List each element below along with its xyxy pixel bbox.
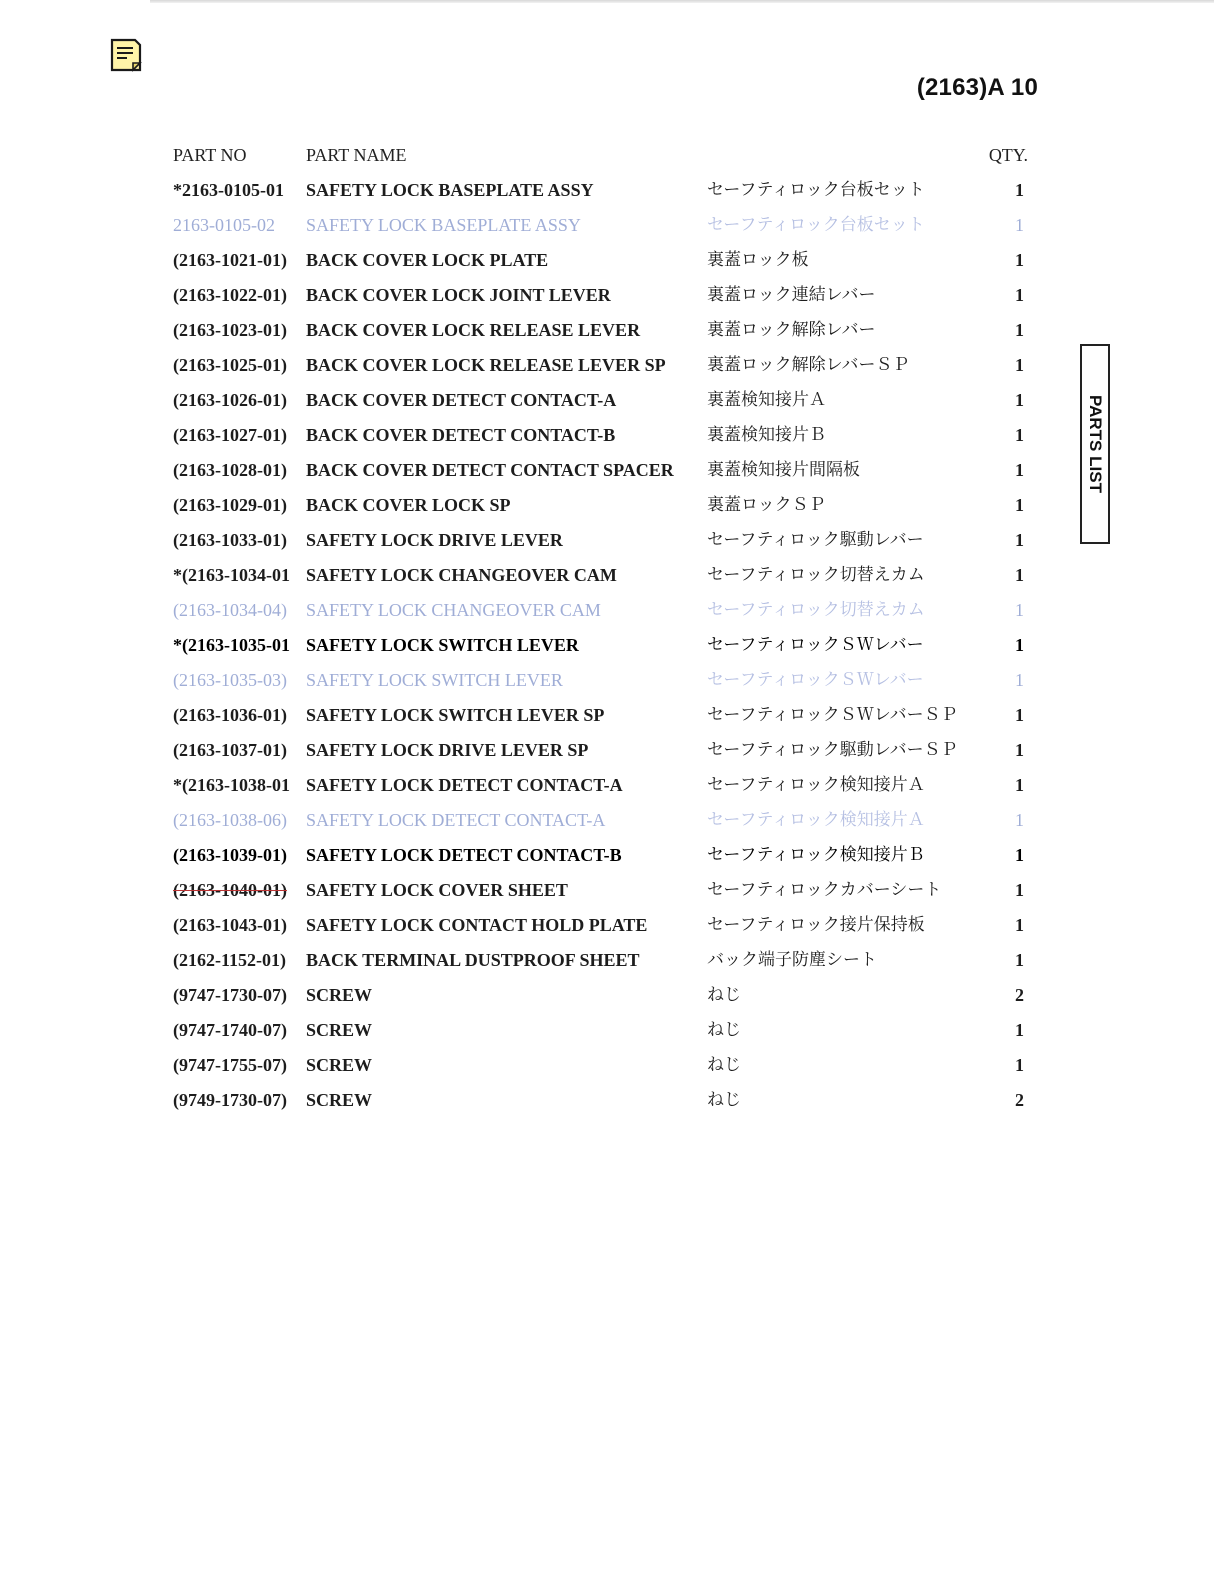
table-row: [0, 525, 1214, 555]
part-qty: 1: [1015, 810, 1024, 830]
part-name-jp: 裏蓋検知接片Ａ: [707, 390, 826, 410]
part-number: (2163-1028-01): [173, 460, 287, 480]
part-qty: 1: [1015, 390, 1024, 410]
part-number: (9747-1730-07): [173, 985, 287, 1005]
part-qty: 1: [1015, 1020, 1024, 1040]
table-row: [0, 385, 1214, 415]
table-row: [0, 245, 1214, 275]
part-name: SCREW: [306, 985, 373, 1005]
part-number: (2163-1023-01): [173, 320, 287, 340]
part-name-jp: ねじ: [707, 1090, 741, 1110]
table-row: [0, 1085, 1214, 1115]
part-qty: 1: [1015, 880, 1024, 900]
part-name-jp: セーフティロック台板セット: [707, 180, 925, 200]
table-row: [0, 490, 1214, 520]
part-name: SAFETY LOCK SWITCH LEVER SP: [306, 705, 605, 725]
part-name: SAFETY LOCK CHANGEOVER CAM: [306, 565, 617, 585]
part-name-jp: 裏蓋検知接片間隔板: [707, 460, 860, 480]
part-name-jp: セーフティロック駆動レバー: [707, 530, 924, 550]
part-name-jp: セーフティロックＳＷレバーＳＰ: [707, 705, 958, 725]
part-name-jp: セーフティロックカバーシート: [707, 880, 942, 900]
part-number: *(2163-1038-01: [173, 775, 290, 795]
table-row: [0, 595, 1214, 625]
part-name-jp: バック端子防塵シート: [707, 950, 877, 970]
table-row: [0, 945, 1214, 975]
table-row: [0, 560, 1214, 590]
parts-list-tab-label: PARTS LIST: [1086, 395, 1105, 493]
part-name-jp: ねじ: [707, 1055, 741, 1075]
part-name: SAFETY LOCK CHANGEOVER CAM: [306, 600, 601, 620]
part-name: BACK COVER DETECT CONTACT-B: [306, 425, 616, 445]
table-row: [0, 770, 1214, 800]
part-number: *2163-0105-01: [173, 180, 284, 200]
part-name-jp: セーフティロック検知接片Ａ: [707, 775, 925, 795]
part-name-jp: セーフティロック切替えカム: [707, 565, 925, 585]
part-number: (2163-1036-01): [173, 705, 287, 725]
table-row: [0, 210, 1214, 240]
part-name: SAFETY LOCK DETECT CONTACT-A: [306, 810, 606, 830]
part-number: (9749-1730-07): [173, 1090, 287, 1110]
table-row: [0, 175, 1214, 205]
part-qty: 1: [1015, 670, 1024, 690]
table-row: [0, 420, 1214, 450]
part-qty: 1: [1015, 1055, 1024, 1075]
table-row: [0, 805, 1214, 835]
part-name-jp: セーフティロック駆動レバーＳＰ: [707, 740, 958, 760]
part-name-jp: セーフティロック台板セット: [707, 215, 925, 235]
part-qty: 1: [1015, 425, 1024, 445]
part-name: SAFETY LOCK CONTACT HOLD PLATE: [306, 915, 648, 935]
table-row: [0, 980, 1214, 1010]
part-name-jp: セーフティロック検知接片Ａ: [707, 810, 925, 830]
part-name: SAFETY LOCK DRIVE LEVER SP: [306, 740, 589, 760]
part-name-jp: ねじ: [707, 1020, 741, 1040]
header-part-name: PART NAME: [306, 145, 407, 165]
part-qty: 1: [1015, 530, 1024, 550]
part-number: (2163-1039-01): [173, 845, 287, 865]
part-name: SAFETY LOCK BASEPLATE ASSY: [306, 215, 581, 235]
part-qty: 1: [1015, 600, 1024, 620]
part-number: (2163-1037-01): [173, 740, 287, 760]
part-qty: 1: [1015, 320, 1024, 340]
part-qty: 1: [1015, 565, 1024, 585]
part-name: BACK COVER LOCK RELEASE LEVER SP: [306, 355, 666, 375]
part-name-jp: セーフティロックＳＷレバー: [707, 635, 924, 655]
table-row: [0, 910, 1214, 940]
part-name: BACK TERMINAL DUSTPROOF SHEET: [306, 950, 640, 970]
part-name-jp: 裏蓋ロック連結レバー: [707, 285, 876, 305]
part-number: (2163-1043-01): [173, 915, 287, 935]
part-name-jp: 裏蓋ロックＳＰ: [707, 495, 826, 515]
part-number: (2163-1040-01): [173, 880, 287, 900]
part-qty: 1: [1015, 740, 1024, 760]
part-name: SAFETY LOCK COVER SHEET: [306, 880, 568, 900]
part-name: SAFETY LOCK DETECT CONTACT-B: [306, 845, 622, 865]
table-row: [0, 700, 1214, 730]
part-name: SAFETY LOCK SWITCH LEVER: [306, 670, 563, 690]
part-number: (2163-1022-01): [173, 285, 287, 305]
table-row: [0, 1015, 1214, 1045]
part-name-jp: セーフティロック切替えカム: [707, 600, 925, 620]
top-rule: [150, 0, 1214, 3]
part-number: (9747-1740-07): [173, 1020, 287, 1040]
part-qty: 1: [1015, 285, 1024, 305]
part-name: SAFETY LOCK DRIVE LEVER: [306, 530, 563, 550]
part-name: BACK COVER LOCK RELEASE LEVER: [306, 320, 641, 340]
part-number: (2163-1035-03): [173, 670, 287, 690]
part-number: (2163-1029-01): [173, 495, 287, 515]
part-name-jp: 裏蓋ロック板: [707, 250, 809, 270]
part-number: (2163-1027-01): [173, 425, 287, 445]
part-qty: 1: [1015, 460, 1024, 480]
part-name-jp: 裏蓋検知接片Ｂ: [707, 425, 826, 445]
part-qty: 1: [1015, 250, 1024, 270]
part-number: (2163-1025-01): [173, 355, 287, 375]
part-qty: 1: [1015, 355, 1024, 375]
part-name-jp: 裏蓋ロック解除レバー: [707, 320, 876, 340]
part-name-jp: セーフティロック検知接片Ｂ: [707, 845, 925, 865]
part-qty: 1: [1015, 180, 1024, 200]
table-row: [0, 875, 1214, 905]
part-name-jp: セーフティロック接片保持板: [707, 915, 925, 935]
part-name: BACK COVER LOCK PLATE: [306, 250, 549, 270]
part-name: BACK COVER LOCK SP: [306, 495, 511, 515]
part-name-jp: セーフティロックＳＷレバー: [707, 670, 924, 690]
part-number: (2163-1021-01): [173, 250, 287, 270]
part-number: (2163-1038-06): [173, 810, 287, 830]
part-name-jp: ねじ: [707, 985, 741, 1005]
part-name-jp: 裏蓋ロック解除レバーＳＰ: [707, 355, 910, 375]
table-row: [0, 315, 1214, 345]
part-name: BACK COVER DETECT CONTACT SPACER: [306, 460, 674, 480]
part-name: SAFETY LOCK SWITCH LEVER: [306, 635, 579, 655]
part-name: SAFETY LOCK DETECT CONTACT-A: [306, 775, 623, 795]
part-name: BACK COVER DETECT CONTACT-A: [306, 390, 617, 410]
part-number: (2163-1033-01): [173, 530, 287, 550]
part-name: SCREW: [306, 1055, 373, 1075]
part-number: *(2163-1035-01: [173, 635, 290, 655]
part-name: SCREW: [306, 1020, 373, 1040]
part-qty: 1: [1015, 215, 1024, 235]
page-identifier: (2163)A 10: [916, 74, 1038, 101]
table-row: [0, 1050, 1214, 1080]
part-qty: 1: [1015, 915, 1024, 935]
header-qty: QTY.: [988, 145, 1028, 165]
table-row: [0, 280, 1214, 310]
part-name: SAFETY LOCK BASEPLATE ASSY: [306, 180, 594, 200]
table-row: [0, 735, 1214, 765]
part-qty: 1: [1015, 635, 1024, 655]
table-row: [0, 630, 1214, 660]
part-qty: 1: [1015, 495, 1024, 515]
part-qty: 2: [1015, 985, 1024, 1005]
part-name: SCREW: [306, 1090, 373, 1110]
part-number: (2163-1034-04): [173, 600, 287, 620]
part-number: (2163-1026-01): [173, 390, 287, 410]
part-qty: 1: [1015, 950, 1024, 970]
table-header: [0, 140, 1214, 170]
table-row: [0, 455, 1214, 485]
table-row: [0, 840, 1214, 870]
part-qty: 1: [1015, 845, 1024, 865]
part-qty: 2: [1015, 1090, 1024, 1110]
table-row: [0, 665, 1214, 695]
part-qty: 1: [1015, 705, 1024, 725]
note-icon[interactable]: [109, 37, 143, 73]
part-number: (9747-1755-07): [173, 1055, 287, 1075]
part-number: (2162-1152-01): [173, 950, 286, 970]
part-number: 2163-0105-02: [173, 215, 275, 235]
table-row: [0, 350, 1214, 380]
part-qty: 1: [1015, 775, 1024, 795]
part-name: BACK COVER LOCK JOINT LEVER: [306, 285, 611, 305]
part-number: *(2163-1034-01: [173, 565, 290, 585]
header-part-no: PART NO: [173, 145, 247, 165]
